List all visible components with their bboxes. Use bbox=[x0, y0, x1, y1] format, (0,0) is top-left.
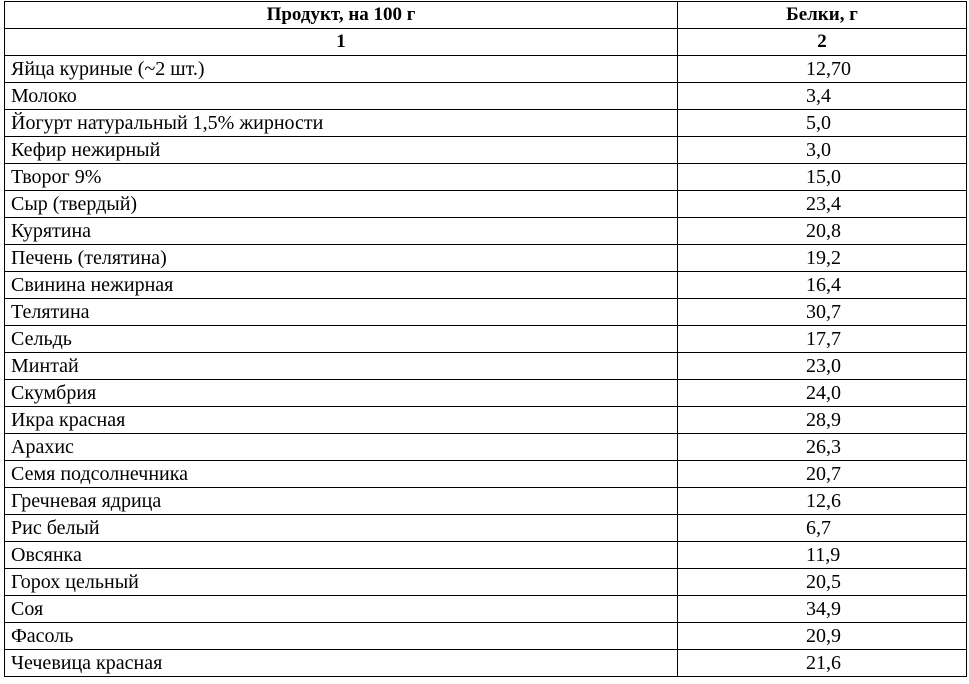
column-number-row bbox=[5, 29, 967, 56]
product-name: Молоко bbox=[5, 83, 678, 110]
product-name: Йогурт натуральный 1,5% жирности bbox=[5, 110, 678, 137]
protein-value: 34,9 bbox=[678, 596, 967, 623]
table-row bbox=[5, 326, 967, 353]
protein-value: 6,7 bbox=[678, 515, 967, 542]
protein-value: 12,6 bbox=[678, 488, 967, 515]
product-name: Свинина нежирная bbox=[5, 272, 678, 299]
table-row bbox=[5, 380, 967, 407]
protein-value: 3,4 bbox=[678, 83, 967, 110]
product-name: Курятина bbox=[5, 218, 678, 245]
protein-value: 20,7 bbox=[678, 461, 967, 488]
protein-value: 21,6 bbox=[678, 650, 967, 677]
table-row bbox=[5, 137, 967, 164]
protein-value: 11,9 bbox=[678, 542, 967, 569]
protein-value: 26,3 bbox=[678, 434, 967, 461]
protein-value: 20,5 bbox=[678, 569, 967, 596]
protein-value: 23,4 bbox=[678, 191, 967, 218]
table-row bbox=[5, 83, 967, 110]
product-name: Гречневая ядрица bbox=[5, 488, 678, 515]
table-row bbox=[5, 245, 967, 272]
table-body bbox=[5, 56, 967, 677]
product-name: Рис белый bbox=[5, 515, 678, 542]
product-name: Соя bbox=[5, 596, 678, 623]
header-product: Продукт, на 100 г bbox=[5, 2, 678, 29]
product-name: Телятина bbox=[5, 299, 678, 326]
table-row bbox=[5, 461, 967, 488]
table-row bbox=[5, 164, 967, 191]
table-row bbox=[5, 596, 967, 623]
table-row bbox=[5, 191, 967, 218]
product-name: Кефир нежирный bbox=[5, 137, 678, 164]
protein-value: 3,0 bbox=[678, 137, 967, 164]
product-name: Яйца куриные (~2 шт.) bbox=[5, 56, 678, 83]
protein-table bbox=[4, 1, 967, 677]
product-name: Горох цельный bbox=[5, 569, 678, 596]
table-row bbox=[5, 569, 967, 596]
protein-value: 20,8 bbox=[678, 218, 967, 245]
column-number-product: 1 bbox=[5, 29, 678, 56]
table-row bbox=[5, 542, 967, 569]
header-row bbox=[5, 2, 967, 29]
table-row bbox=[5, 407, 967, 434]
product-name: Скумбрия bbox=[5, 380, 678, 407]
product-name: Овсянка bbox=[5, 542, 678, 569]
protein-value: 20,9 bbox=[678, 623, 967, 650]
protein-value: 19,2 bbox=[678, 245, 967, 272]
protein-value: 5,0 bbox=[678, 110, 967, 137]
table-row bbox=[5, 488, 967, 515]
protein-value: 15,0 bbox=[678, 164, 967, 191]
table-row bbox=[5, 56, 967, 83]
header-protein: Белки, г bbox=[678, 2, 967, 29]
table-row bbox=[5, 272, 967, 299]
column-number-protein: 2 bbox=[678, 29, 967, 56]
product-name: Сыр (твердый) bbox=[5, 191, 678, 218]
table-row bbox=[5, 299, 967, 326]
product-name: Творог 9% bbox=[5, 164, 678, 191]
table-head bbox=[5, 2, 967, 56]
table-row bbox=[5, 353, 967, 380]
product-name: Арахис bbox=[5, 434, 678, 461]
table-row bbox=[5, 218, 967, 245]
protein-value: 12,70 bbox=[678, 56, 967, 83]
table-row bbox=[5, 623, 967, 650]
product-name: Фасоль bbox=[5, 623, 678, 650]
table-row bbox=[5, 515, 967, 542]
product-name: Сельдь bbox=[5, 326, 678, 353]
protein-value: 23,0 bbox=[678, 353, 967, 380]
product-name: Семя подсолнечника bbox=[5, 461, 678, 488]
table-row bbox=[5, 434, 967, 461]
product-name: Чечевица красная bbox=[5, 650, 678, 677]
protein-value: 28,9 bbox=[678, 407, 967, 434]
product-name: Минтай bbox=[5, 353, 678, 380]
product-name: Икра красная bbox=[5, 407, 678, 434]
protein-value: 17,7 bbox=[678, 326, 967, 353]
product-name: Печень (телятина) bbox=[5, 245, 678, 272]
table-row bbox=[5, 650, 967, 677]
protein-value: 24,0 bbox=[678, 380, 967, 407]
protein-value: 30,7 bbox=[678, 299, 967, 326]
protein-value: 16,4 bbox=[678, 272, 967, 299]
table-row bbox=[5, 110, 967, 137]
